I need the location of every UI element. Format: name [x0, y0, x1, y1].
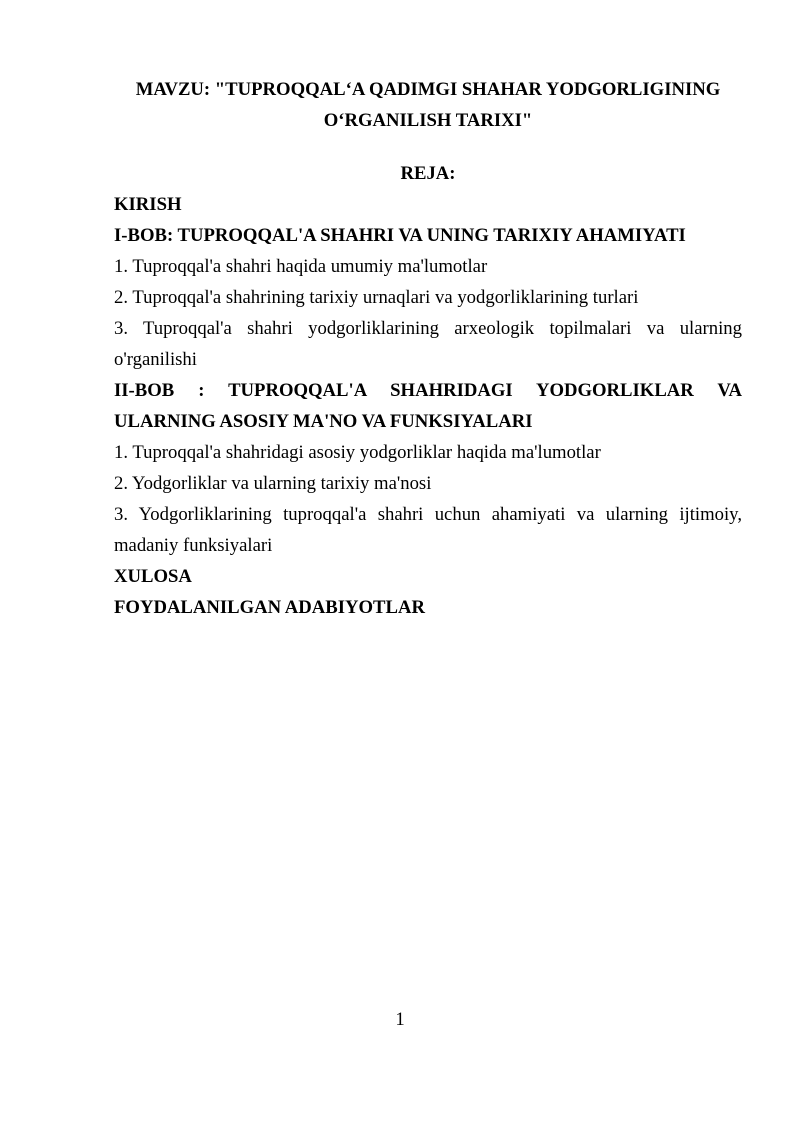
- plan-heading: REJA:: [400, 163, 456, 184]
- plan-entry-conclusion: XULOSA: [114, 566, 192, 587]
- plan-entry-2-2: 2. Yodgorliklar va ularning tarixiy ma'nosi: [114, 473, 432, 494]
- plan-entry-1-2: 2. Tuproqqal'a shahrining tarixiy urnaqlari va yodgorliklarining turlari: [114, 287, 639, 308]
- page-number: 1: [395, 1009, 405, 1030]
- plan-entry-2-3: 3. Yodgorliklarining tuproqqal'a shahri uchun ahamiyati va ularning ijtimoiy, madaniy funksiyalari: [114, 504, 742, 556]
- plan-entry-chapter-1: I-BOB: TUPROQQAL'A SHAHRI VA UNING TARIXIY AHAMIYATI: [114, 225, 686, 246]
- plan-entry-chapter-2: II-BOB : TUPROQQAL'A SHAHRIDAGI YODGORLIKLAR VA ULARNING ASOSIY MA'NO VA FUNKSIYALARI: [114, 380, 742, 432]
- plan-entry-2-1: 1. Tuproqqal'a shahridagi asosiy yodgorliklar haqida ma'lumotlar: [114, 442, 601, 463]
- plan-entry-1-1: 1. Tuproqqal'a shahri haqida umumiy ma'lumotlar: [114, 256, 488, 277]
- document-title: MAVZU: "TUPROQQAL‘A QADIMGI SHAHAR YODGORLIGINING O‘RGANILISH TARIXI": [135, 79, 721, 131]
- plan-entry-introduction: KIRISH: [114, 194, 182, 215]
- plan-entry-1-3: 3. Tuproqqal'a shahri yodgorliklarining arxeologik topilmalari va ularning o'rganilishi: [114, 318, 742, 370]
- plan-entry-references: FOYDALANILGAN ADABIYOTLAR: [114, 597, 425, 618]
- page-content: [114, 74, 742, 623]
